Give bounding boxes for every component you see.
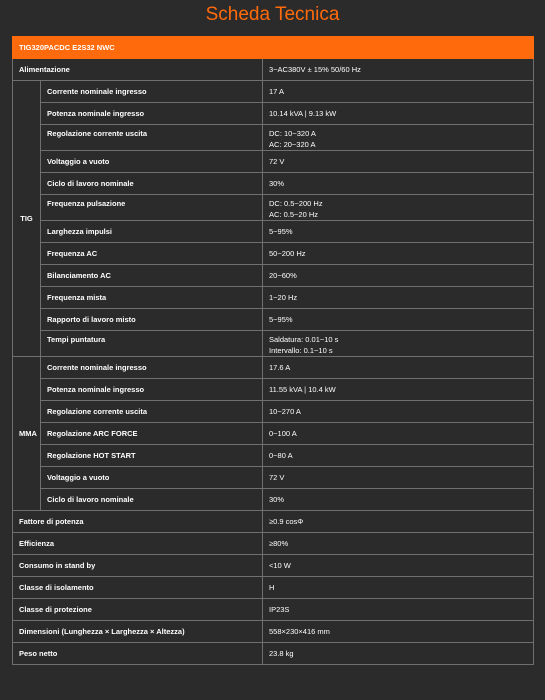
row-value: <10 W [263, 555, 534, 577]
row-label: Frequenza mista [41, 287, 263, 309]
row-value-line: 30% [269, 495, 285, 504]
row-label: Frequenza AC [41, 243, 263, 265]
row-label: Frequenza pulsazione [41, 195, 263, 221]
row-label: Potenza nominale ingresso [41, 103, 263, 125]
row-label: Regolazione HOT START [41, 445, 263, 467]
row-value-line: 10~270 A [269, 407, 301, 416]
table-row-tig [13, 221, 534, 243]
row-value [263, 423, 534, 445]
row-value-line: 17 A [269, 87, 285, 96]
row-label: Rapporto di lavoro misto [41, 309, 263, 331]
row-value-line: 11.55 kVA | 10.4 kW [269, 385, 336, 394]
row-value-line: 5~95% [269, 315, 293, 324]
table-row-general [13, 643, 534, 665]
table-row-mma [13, 489, 534, 511]
row-value-line: 50~200 Hz [269, 249, 306, 258]
row-label: Potenza nominale ingresso [41, 379, 263, 401]
row-value [263, 125, 534, 151]
table-row-mma [13, 357, 534, 379]
row-value [263, 489, 534, 511]
row-label: Consumo in stand by [13, 555, 263, 577]
table-row-mma [13, 379, 534, 401]
row-value [263, 467, 534, 489]
row-label: Ciclo di lavoro nominale [41, 173, 263, 195]
row-value-line: DC: 10~320 A [269, 129, 316, 138]
row-value: ≥80% [263, 533, 534, 555]
row-value [263, 379, 534, 401]
table-row-tig [13, 81, 534, 103]
row-value-line: AC: 0.5~20 Hz [269, 210, 318, 219]
row-value-line: 72 V [269, 473, 285, 482]
group-label-tig: TIG [13, 81, 41, 357]
table-row-mma [13, 423, 534, 445]
row-value [263, 309, 534, 331]
row-value-line: 17.6 A [269, 363, 291, 372]
row-value: 558×230×416 mm [263, 621, 534, 643]
table-row-tig [13, 287, 534, 309]
row-label: Ciclo di lavoro nominale [41, 489, 263, 511]
row-label: Corrente nominale ingresso [41, 357, 263, 379]
row-label: Bilanciamento AC [41, 265, 263, 287]
row-value-line: AC: 20~320 A [269, 140, 316, 149]
table-row-tig [13, 103, 534, 125]
table-row-mma [13, 401, 534, 423]
row-value-line: 30% [269, 179, 285, 188]
table-row-general [13, 577, 534, 599]
row-value-line: 0~100 A [269, 429, 297, 438]
row-value [263, 265, 534, 287]
row-value [263, 195, 534, 221]
row-label: Dimensioni (Lunghezza × Larghezza × Altezza) [13, 621, 263, 643]
table-row-mma [13, 445, 534, 467]
table-row-tig [13, 151, 534, 173]
row-value [263, 103, 534, 125]
row-value-line: 20~60% [269, 271, 297, 280]
row-value: 3~AC380V ± 15% 50/60 Hz [263, 59, 534, 81]
row-label: Classe di protezione [13, 599, 263, 621]
row-value [263, 445, 534, 467]
row-value: H [263, 577, 534, 599]
row-label: Tempi puntatura [41, 331, 263, 357]
table-header-row [13, 37, 534, 59]
row-value: IP23S [263, 599, 534, 621]
row-value [263, 151, 534, 173]
row-value-line: 5~95% [269, 227, 293, 236]
table-row-tig [13, 309, 534, 331]
row-label: Regolazione ARC FORCE [41, 423, 263, 445]
table-row-general [13, 533, 534, 555]
row-value [263, 81, 534, 103]
row-value [263, 287, 534, 309]
table-row-general [13, 511, 534, 533]
row-value-line: 1~20 Hz [269, 293, 298, 302]
row-label: Alimentazione [13, 59, 263, 81]
row-value-line: Intervallo: 0.1~10 s [269, 346, 333, 355]
row-value-line: 0~80 A [269, 451, 293, 460]
row-value-line: Saldatura: 0.01~10 s [269, 335, 339, 344]
table-row-tig [13, 331, 534, 357]
row-value [263, 401, 534, 423]
row-label: Voltaggio a vuoto [41, 467, 263, 489]
group-label-mma: MMA [13, 357, 41, 511]
row-label: Classe di isolamento [13, 577, 263, 599]
row-value [263, 221, 534, 243]
table-row-general [13, 599, 534, 621]
row-label: Peso netto [13, 643, 263, 665]
row-value: 23.8 kg [263, 643, 534, 665]
row-value [263, 243, 534, 265]
row-value-line: DC: 0.5~200 Hz [269, 199, 323, 208]
row-value-line: 10.14 kVA | 9.13 kW [269, 109, 337, 118]
table-row-tig [13, 125, 534, 151]
page-title: Scheda Tecnica [205, 4, 340, 25]
row-value-line: 72 V [269, 157, 285, 166]
row-label: Regolazione corrente uscita [41, 401, 263, 423]
row-label: Voltaggio a vuoto [41, 151, 263, 173]
table-row-general [13, 621, 534, 643]
table-row-tig [13, 173, 534, 195]
row-value [263, 173, 534, 195]
row-label: Regolazione corrente uscita [41, 125, 263, 151]
row-value [263, 357, 534, 379]
table-row-tig [13, 243, 534, 265]
table-row-mma [13, 467, 534, 489]
table-row-alimentazione [13, 59, 534, 81]
row-label: Efficienza [13, 533, 263, 555]
row-label: Fattore di potenza [13, 511, 263, 533]
spec-table [12, 36, 534, 665]
row-value [263, 331, 534, 357]
table-row-tig [13, 265, 534, 287]
row-label: Larghezza impulsi [41, 221, 263, 243]
row-value: ≥0.9 cosΦ [263, 511, 534, 533]
table-row-tig [13, 195, 534, 221]
row-label: Corrente nominale ingresso [41, 81, 263, 103]
table-row-general [13, 555, 534, 577]
table-header: TIG320PACDC E2S32 NWC [13, 37, 534, 59]
